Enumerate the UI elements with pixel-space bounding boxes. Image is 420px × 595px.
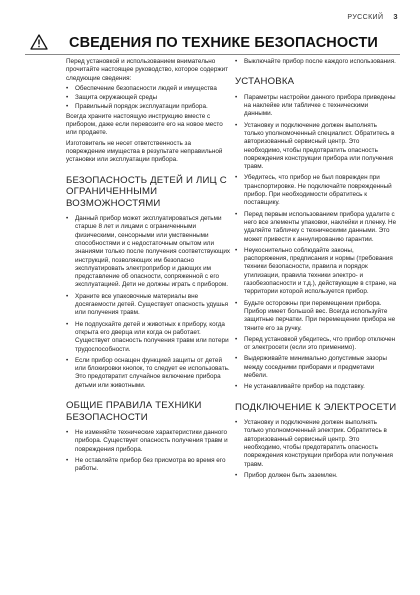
list-item: • Будьте осторожны при перемещении прибора. Прибор имеет большой вес. Всегда используйте защитные перчатки. При перемещении прибора не тяните его за ручку. [235,300,398,333]
left-column [66,58,231,476]
section-heading-children: БЕЗОПАСНОСТЬ ДЕТЕЙ И ЛИЦ С ОГРАНИЧЕННЫМИ ВОЗМОЖНОСТЯМИ [66,174,227,209]
section-heading-general: ОБЩИЕ ПРАВИЛА ТЕХНИКИ БЕЗОПАСНОСТИ [66,400,202,423]
list-item: • Перед установкой убедитесь, что прибор отключен от электросети (если это применимо). [235,336,398,353]
intro-list [66,85,231,112]
warning-icon [30,34,48,55]
intro-note: Изготовитель не несет ответственность за повреждение имущества в результате неправильной установки или эксплуатации прибора. [66,139,223,164]
list-item: • Если прибор оснащен функцией защиты от детей или блокировки кнопок, то следует ее использовать. Это предотвратит случайное включение прибора детьми или животными. [66,357,231,390]
list-item: • Выдерживайте минимально допустимые зазоры между соседними приборами и предметами мебели. [235,355,398,380]
page-header [347,12,398,21]
list-item: • Храните все упаковочные материалы вне досягаемости детей. Существует опасность удушья или получения травм. [66,293,231,318]
right-column [235,58,398,483]
list-item: • Не устанавливайте прибор на подставку. [235,383,398,391]
list-item: • Убедитесь, что прибор не был поврежден при транспортировке. Не подключайте поврежденный прибор. При необходимости обратитесь к поставщику. [235,174,398,207]
children-safety-list [66,215,231,390]
page-number: 3 [393,12,398,21]
list-item: • Данный прибор может эксплуатироваться детьми старше 8 лет и лицами с ограниченными физическими, сенсорными или умственными способностями и с недостаточным опытом или знаниями только после получения соответствующих инструкций, позволяющих им безопасно эксплуатировать электроприбор и дающих им представление об опасности, сопряженной с его эксплуатацией. Дети не должны играть с прибором. [66,215,231,290]
install-list [235,94,398,392]
section-heading-electric: ПОДКЛЮЧЕНИЕ К ЭЛЕКТРОСЕТИ [235,401,397,413]
general-safety-list [66,429,231,473]
title-bar [25,24,400,55]
list-item: • Параметры настройки данного прибора приведены на наклейке или табличке с техническими данными. [235,94,398,119]
language-label: РУССКИЙ [347,14,384,21]
list-item: • Выключайте прибор после каждого использования. [235,58,398,66]
electric-list [235,419,398,480]
intro-text: Перед установкой и использованием внимательно прочитайте настоящее руководство, которое содержит следующие сведения: [66,58,229,82]
list-item: • Установку и подключение должен выполнять только уполномоченный специалист. Обратитесь в авторизованный сервисный центр. Это необходимо, чтобы предотвратить опасность повреждения конструкции прибора или получения травм. [235,122,398,172]
continued-list [235,58,398,66]
section-heading-install: УСТАНОВКА [235,76,295,88]
intro-note: Всегда храните настоящую инструкцию вместе с прибором, даже если перевозите его на новое место или продаете. [66,112,223,137]
list-item: • Установку и подключение должен выполнять только уполномоченный электрик. Обратитесь в авторизованный сервисный центр. Это необходимо, чтобы предотвратить опасность повреждения конструкции прибора или получения травм. [235,419,398,469]
page-title: СВЕДЕНИЯ ПО ТЕХНИКЕ БЕЗОПАСНОСТИ [69,35,378,51]
list-item: • Обеспечение безопасности людей и имущества [66,85,231,93]
list-item: • Правильный порядок эксплуатации прибора. [66,103,231,111]
list-item: • Не подпускайте детей и животных к прибору, когда открыта его дверца или когда он работает. Существует опасность получения травм или потери трудоспособности. [66,321,231,354]
list-item: • Не изменяйте технические характеристики данного прибора. Существует опасность получения травм и повреждения прибора. [66,429,231,454]
list-item: • Не оставляйте прибор без присмотра во время его работы. [66,457,231,474]
list-item: • Прибор должен быть заземлен. [235,472,398,480]
list-item: • Перед первым использованием прибора удалите с него все элементы упаковки, наклейки и пленку. Не удаляйте табличку с техническими данными. Это может привести к аннулированию гарантии. [235,211,398,244]
list-item: • Неукоснительно соблюдайте законы, распоряжения, предписания и нормы (требования техники безопасности, правила и порядок утилизации, правила техники электро- и газобезопасности и т.д.), действующие в стране, на территории которой используется прибор. [235,247,398,297]
list-item: • Защита окружающей среды [66,94,231,102]
